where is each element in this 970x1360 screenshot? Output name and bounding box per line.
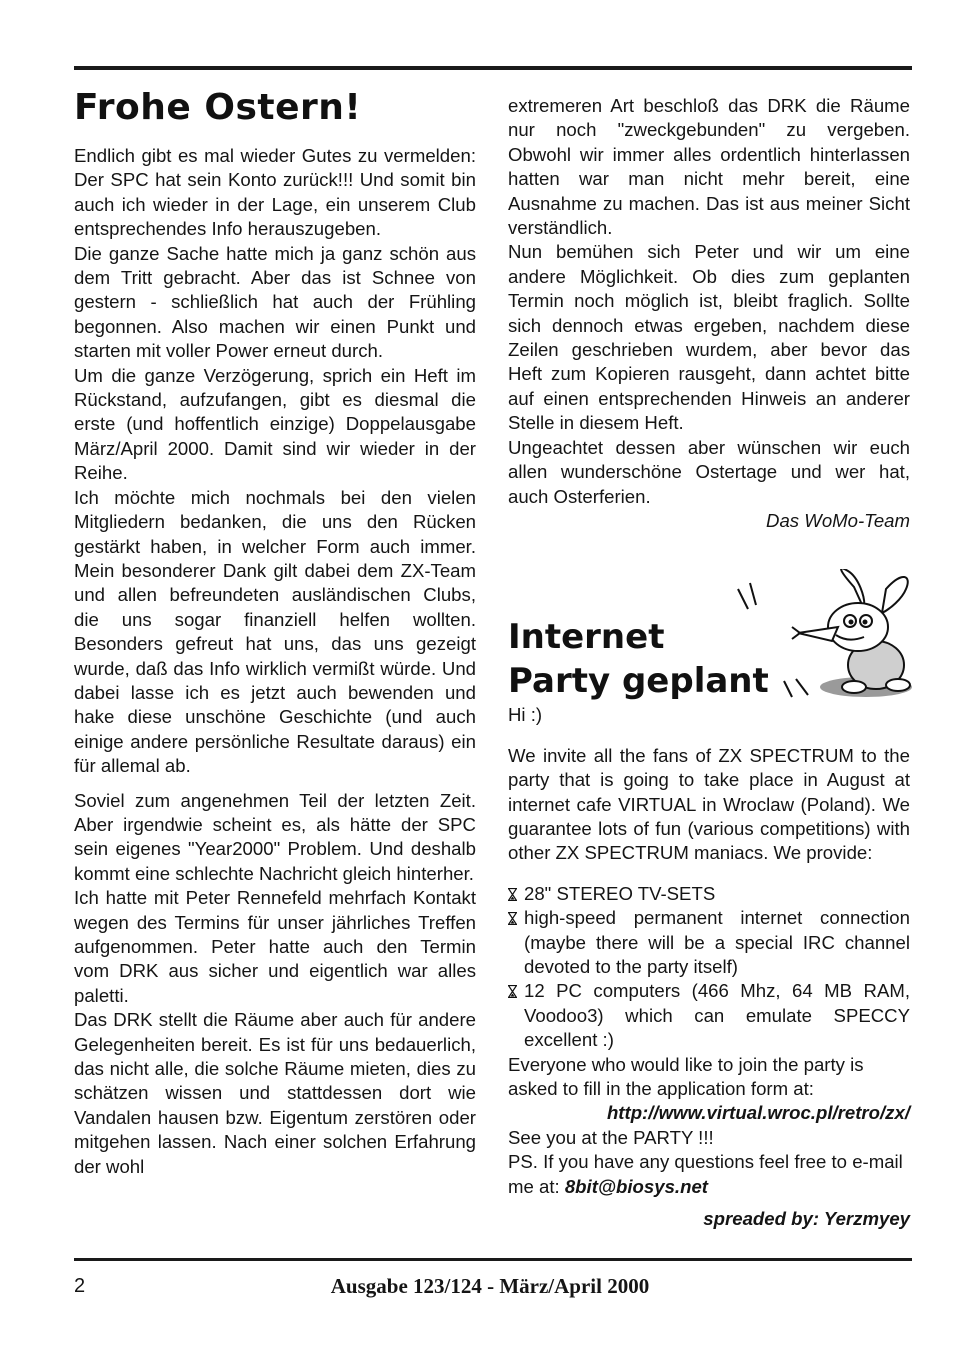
list-item-text: high-speed permanent internet connection (maybe there will be a special IRC channel devoted to the party itself) xyxy=(524,907,910,977)
title-line: Party geplant xyxy=(508,661,769,702)
title-line: Internet xyxy=(508,617,665,658)
author-credit: spreaded by: Yerzmyey xyxy=(703,1208,910,1230)
issue-footer: Ausgabe 123/124 - März/April 2000 xyxy=(330,1274,650,1298)
paragraph: See you at the PARTY !!! xyxy=(508,1126,714,1148)
list-item xyxy=(508,882,910,906)
party-url-link[interactable]: http://www.virtual.wroc.pl/retro/zx/ xyxy=(606,1102,910,1124)
hourglass-bullet-icon xyxy=(508,985,517,998)
email-link[interactable]: 8bit@biosys.net xyxy=(564,1175,708,1197)
paragraph: Um die ganze Verzögerung, sprich ein Heft im Rückstand, aufzufangen, gibt es diesmal die erste (und hoffentlich einzige) Doppelausgabe März/April 2000. Damit sind wir wieder in der Reihe. xyxy=(74,364,476,484)
page-number: 2 xyxy=(74,1275,86,1297)
paragraph: Die ganze Sache hatte mich ja ganz schön aus dem Tritt gebracht. Aber das ist Schnee von gestern - schließlich hat auch der Frühling begonnen. Also machen wir einen Punkt und starten mit voller Power erneut durch. xyxy=(74,242,476,362)
signature: Das WoMo-Team xyxy=(766,509,910,531)
right-column xyxy=(508,94,910,1231)
party-header xyxy=(508,569,910,702)
carrot xyxy=(798,627,838,641)
top-rule xyxy=(74,66,912,70)
list-item xyxy=(508,979,910,1052)
paragraph: extremeren Art beschloß das DRK die Räume nur noch "zweckgebunden" zu vergeben. Obwohl wir immer alles ordentlich hinterlassen hatten war man nicht mehr bereit, eine Ausnahme zu machen. Das ist aus meiner Sicht verständlich. xyxy=(508,95,910,239)
article-title-frohe-ostern: Frohe Ostern! xyxy=(74,87,362,128)
paragraph: Ungeachtet dessen aber wünschen wir euch allen wunderschöne Ostertage und wer hat, auch Osterferien. xyxy=(508,436,910,507)
paragraph: Nun bemühen sich Peter und wir um eine andere Möglichkeit. Ob dies zum geplanten Termin noch möglich ist, bleibt fraglich. Sollte sich dennoch etwas ergeben, nachdem diese Zeilen geschrieben wurdem, aber bevor das Heft zum Kopieren rausgeht, dann achtet bitte auf einen entsprechenden Hinweis an anderer Stelle in diesem Heft. xyxy=(508,241,910,434)
signature-line xyxy=(508,509,910,533)
left-column xyxy=(74,86,476,1179)
hourglass-bullet-icon xyxy=(508,888,517,901)
list-item-text: 12 PC computers (466 Mhz, 64 MB RAM, Voodoo3) which can emulate SPECCY excellent :) xyxy=(524,980,910,1051)
greeting: Hi :) xyxy=(508,704,543,726)
paragraph: We invite all the fans of ZX SPECTRUM to the party that is going to take place in August at internet cafe VIRTUAL in Wroclaw (Poland). We guarantee lots of fun (various competitions) with other ZX SPECTRUM maniacs. We provide: xyxy=(508,744,910,864)
bottom-rule xyxy=(74,1258,912,1261)
paragraph: Ich hatte mit Peter Rennefeld mehrfach Kontakt wegen des Termins für unser jährliches Treffen aufgenommen. Peter hatte auch den Termin vom DRK aus sicher und eigentlich war alles paletti. xyxy=(74,887,476,1006)
rabbit-ear xyxy=(882,577,908,613)
list-item xyxy=(508,906,910,979)
list-item-text: 28" STEREO TV-SETS xyxy=(524,882,716,904)
paragraph: Das DRK stellt die Räume aber auch für andere Gelegenheiten bereit. Es ist für uns bedauerlich, das nicht alle, die solche Räume mieten, dies zu schätzen wissen und stattdessen dort wie Vandalen hausen bzw. Eigentum zerstören oder mitgehen lassen. Nach einer solchen Erfahrung der wohl xyxy=(74,1009,476,1177)
ps-line xyxy=(508,1150,910,1199)
ps-text: PS. If you have any questions feel free to e-mail me at: xyxy=(508,1151,903,1197)
rabbit-illustration xyxy=(726,569,916,699)
paragraph: Everyone who would like to join the party is asked to fill in the application form at: xyxy=(508,1053,864,1099)
paragraph: Soviel zum angenehmen Teil der letzten Zeit. Aber irgendwie scheint es, als hätte der SPC sein eigenes "Year2000" Problem. Und deshalb kommt eine schlechte Nachricht gleich hinterher. xyxy=(74,789,476,884)
paragraph: Endlich gibt es mal wieder Gutes zu vermelden: Der SPC hat sein Konto zurück!!! Und somit bin auch ich wieder in der Lage, ein unserem Club entsprechendes Info herauszugeben. xyxy=(74,145,476,240)
hourglass-bullet-icon xyxy=(508,912,517,925)
paragraph: Ich möchte mich nochmals bei den vielen Mitgliedern bedanken, die uns den Rücken gestärkt haben, in welcher Form auch immer. Mein besonderer Dank gilt dabei dem ZX-Team und allen befreundeten ausländischen Clubs, die uns sogar finanziell helfen wollten. Besonders gefreut hat uns, das uns gezeigt wurde, daß das Info wirklich vermißt würde. Und dabei lasse ich es jetzt auch bewenden und hake diese unschöne Geschichte (und auch einige andere persönliche Resultate daraus) ein für allemal ab. xyxy=(74,486,476,777)
motion-lines xyxy=(738,583,808,697)
provided-list xyxy=(508,882,910,1053)
